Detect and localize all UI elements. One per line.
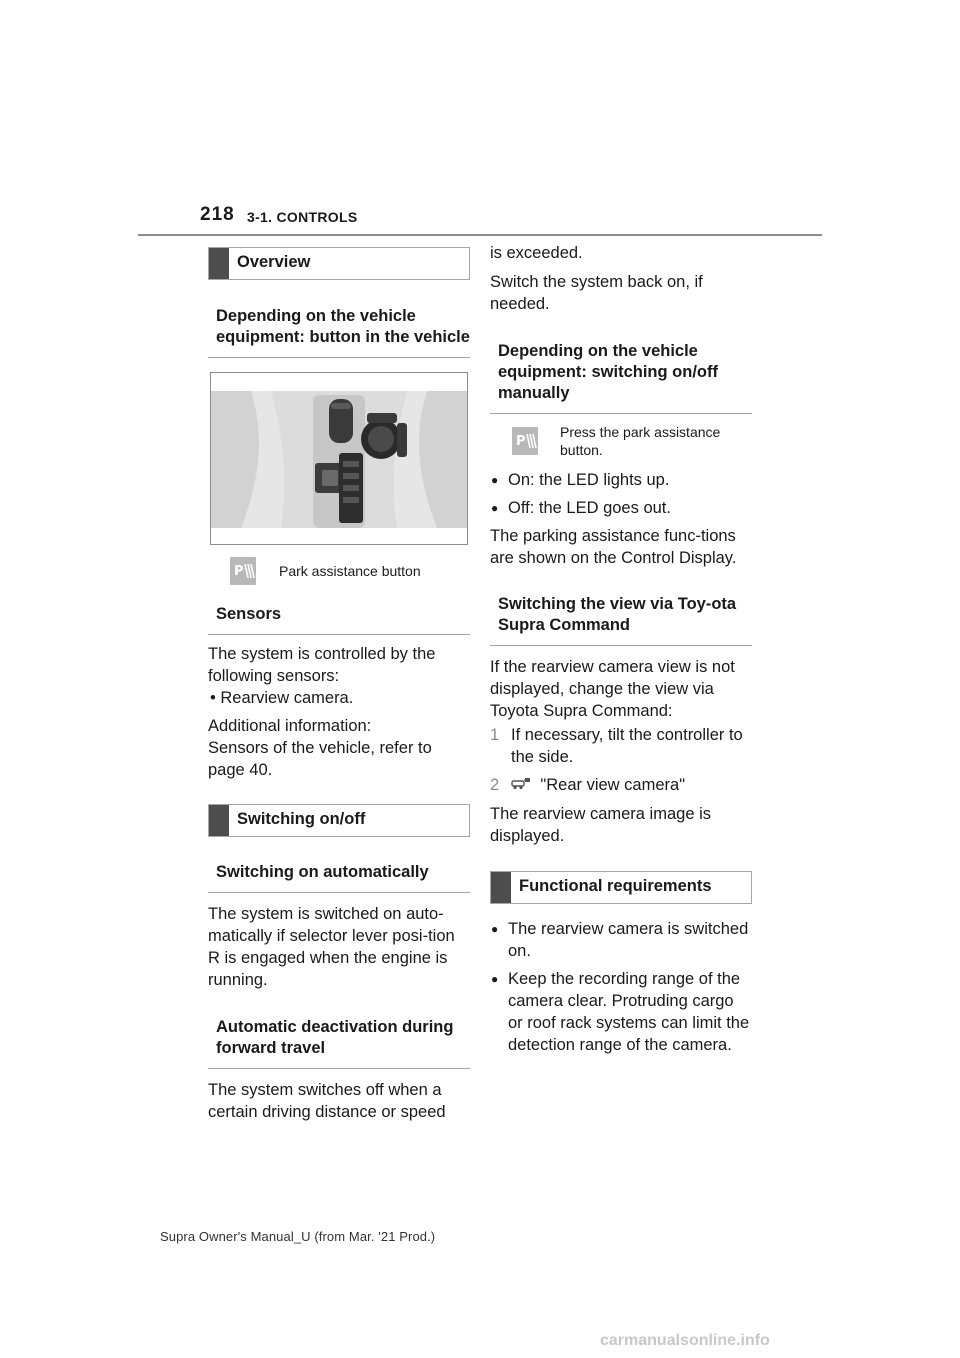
requirement-2: ● Keep the recording range of the camera clear. Protruding cargo or roof rack systems can limit the detection range of the camera. — [490, 968, 752, 1056]
park-assistance-icon — [230, 557, 256, 585]
switch-back-text: Switch the system back on, if needed. — [490, 273, 703, 313]
console-figure — [210, 372, 468, 545]
footer-manual-title: Supra Owner's Manual_U (from Mar. '21 Prod.) — [160, 1229, 436, 1244]
sensors-text: The system is controlled by the following sensors: — [208, 645, 436, 685]
image-caption: Park assistance button — [279, 563, 421, 579]
svg-text:P: P — [516, 434, 526, 449]
section-title: 3-1. CONTROLS — [247, 209, 358, 225]
camera-image-text: The rearview camera image is displayed. — [490, 804, 711, 845]
deactivation-heading: Automatic deactivation during forward travel — [208, 1017, 470, 1069]
step-1-text: If necessary, tilt the controller to the side. — [511, 726, 743, 766]
overview-heading: Overview — [208, 247, 470, 280]
left-column — [208, 247, 470, 1123]
right-column — [490, 242, 752, 1056]
sensors-heading: Sensors — [208, 604, 470, 635]
display-text: The parking assistance func-tions are shown on the Control Display. — [490, 527, 737, 567]
continued-text: is exceeded. — [490, 244, 583, 262]
view-heading: Switching the view via Toy-ota Supra Command — [490, 594, 752, 646]
manual-heading: Depending on the vehicle equipment: switching on/off manually — [490, 341, 752, 414]
center-console-illustration — [211, 373, 467, 544]
page-number: 218 — [200, 204, 235, 225]
svg-text:P: P — [234, 564, 244, 579]
sensors-list-item: • Rearview camera. — [210, 689, 354, 707]
rear-view-camera-icon — [510, 775, 532, 797]
bullet-on: ● On: the LED lights up. — [490, 469, 752, 491]
header-rule — [138, 234, 822, 236]
auto-on-text: The system is switched on auto-matically if selector lever posi-tion R is engaged when the engine is running. — [208, 905, 455, 989]
step-1-number: 1 — [490, 726, 500, 744]
press-button-caption: Press the park assistance button. — [560, 424, 721, 458]
auto-on-heading: Switching on automatically — [208, 862, 470, 893]
requirement-1: ● The rearview camera is switched on. — [490, 918, 752, 962]
park-assistance-icon — [512, 427, 538, 455]
button-heading: Depending on the vehicle equipment: button in the vehicle — [208, 306, 470, 358]
step-2-text: "Rear view camera" — [540, 776, 686, 794]
view-text: If the rearview camera view is not displayed, change the view via Toyota Supra Command: — [490, 658, 735, 720]
park-assist-caption-row — [230, 557, 470, 585]
additional-info-text: Additional information: — [208, 717, 372, 735]
bullet-off: ● Off: the LED goes out. — [490, 497, 752, 519]
requirements-heading: Functional requirements — [490, 871, 752, 904]
deactivation-text: The system switches off when a certain driving distance or speed — [208, 1081, 446, 1121]
step-2 — [490, 774, 752, 797]
sensors-reference-text: Sensors of the vehicle, refer to page 40. — [208, 739, 432, 779]
press-button-caption-row — [512, 423, 752, 459]
step-2-number: 2 — [490, 776, 500, 794]
switching-heading: Switching on/off — [208, 804, 470, 837]
watermark: carmanualsonline.info — [600, 1332, 770, 1349]
step-1 — [490, 724, 752, 768]
